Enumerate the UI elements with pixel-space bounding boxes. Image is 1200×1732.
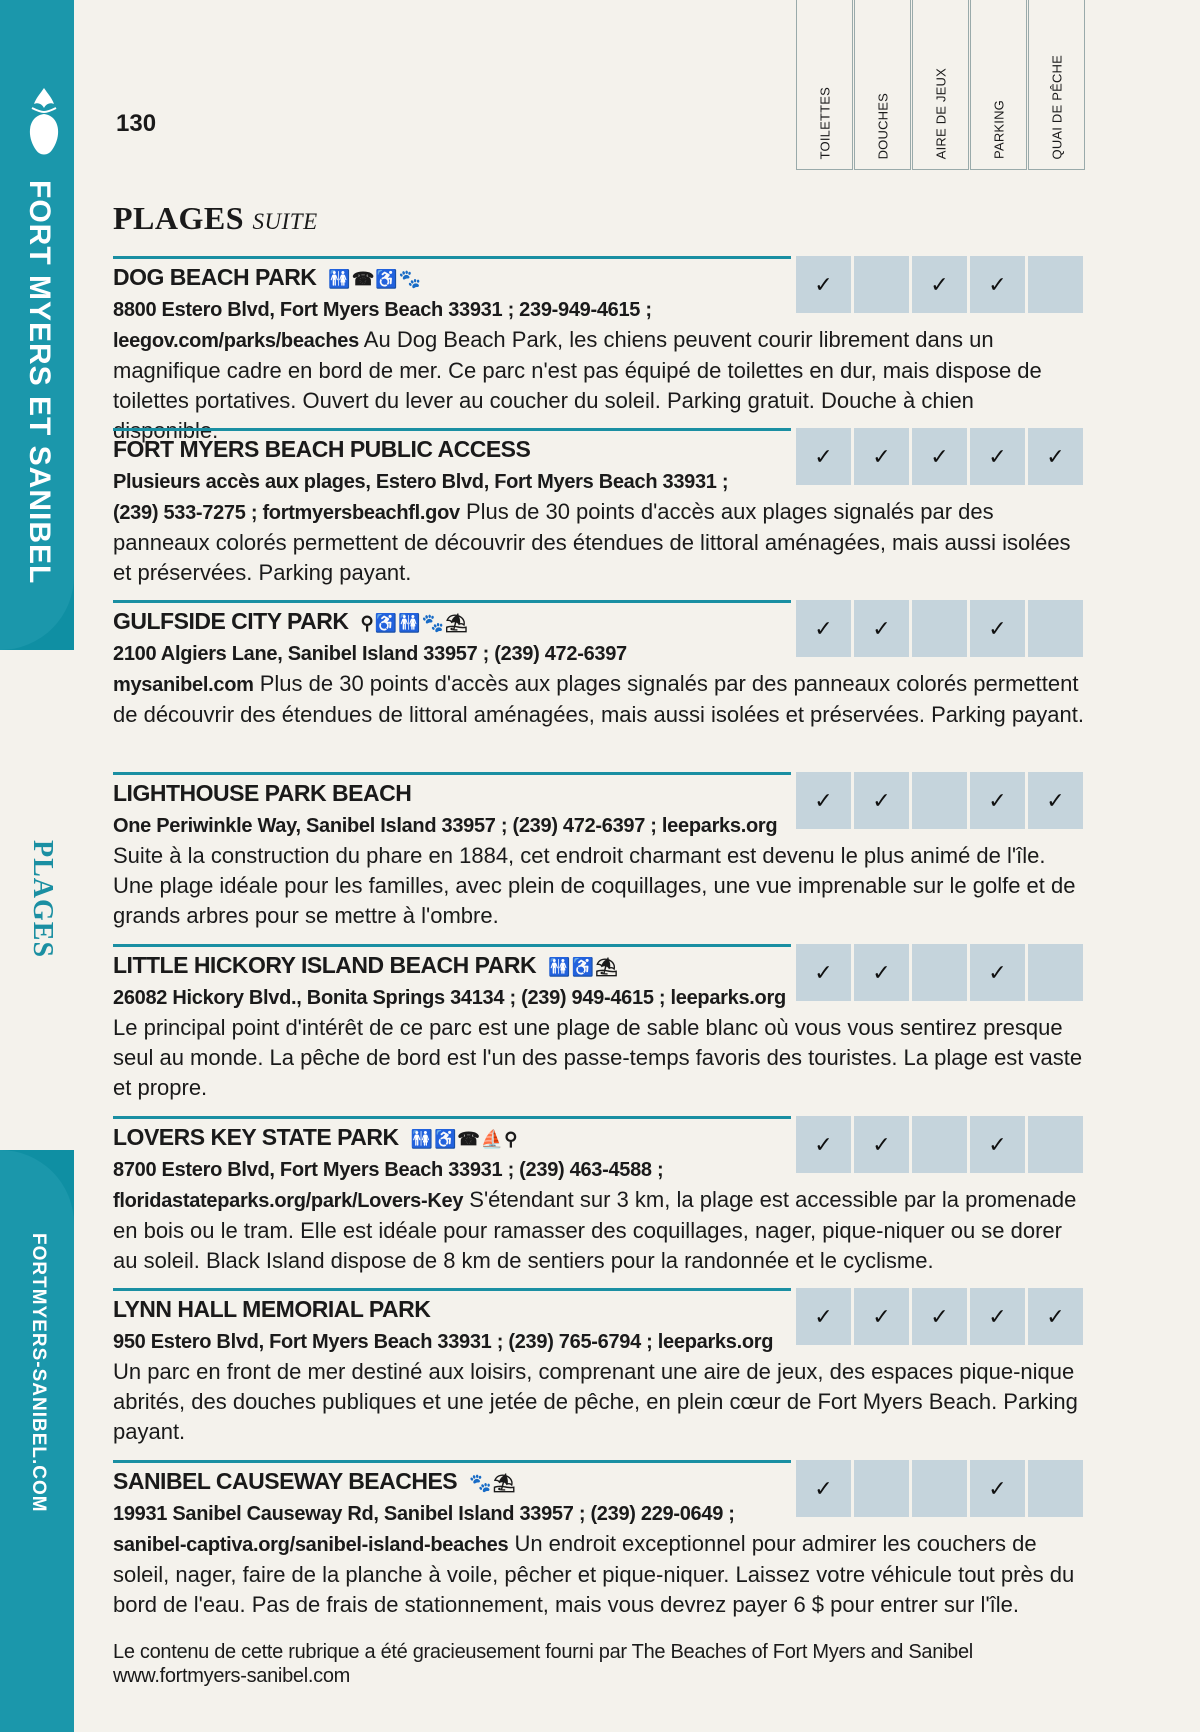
entry-address: 8700 Estero Blvd, Fort Myers Beach 33931 ; (239) 463-4588 ; [113, 1159, 664, 1181]
footer [113, 1640, 973, 1688]
page-title-subtitle: SUITE [252, 209, 318, 234]
entry-divider [113, 1460, 791, 1463]
entry-title [113, 1124, 518, 1151]
check-icon: ✓ [872, 787, 891, 813]
beach-entry [113, 256, 1085, 428]
beach-entry [113, 944, 1085, 1116]
check-icon: ✓ [930, 443, 949, 469]
check-icon: ✓ [988, 615, 1007, 641]
check-icon: ✓ [988, 271, 1007, 297]
check-icon: ✓ [988, 1303, 1007, 1329]
beach-entry [113, 772, 1085, 944]
entry-title [113, 1468, 516, 1495]
entry-body [113, 294, 1085, 446]
check-icon: ✓ [1046, 1303, 1065, 1329]
check-icon: ✓ [988, 443, 1007, 469]
column-headers [796, 0, 1086, 170]
column-header [1028, 0, 1085, 170]
entry-body [113, 810, 1085, 931]
check-icon: ✓ [988, 787, 1007, 813]
check-icon: ✓ [814, 787, 833, 813]
column-header-label: PARKING [991, 100, 1006, 159]
entry-description: Un parc en front de mer destiné aux loisirs, comprenant une aire de jeux, des espaces pique-nique abrités, des douches publiques et une jetée de pêche, en plein cœur de Fort Myers Beach. Parking payant. [113, 1359, 1078, 1444]
check-icon: ✓ [814, 271, 833, 297]
check-icon: ✓ [814, 1131, 833, 1157]
check-icon: ✓ [872, 615, 891, 641]
footer-credit: Le contenu de cette rubrique a été gracieusement fourni par The Beaches of Fort Myers and Sanibel [113, 1641, 973, 1663]
check-icon: ✓ [814, 615, 833, 641]
check-icon: ✓ [872, 443, 891, 469]
entry-description: Suite à la construction du phare en 1884, cet endroit charmant est devenu le plus animé de l'île. Une plage idéale pour les familles, avec plein de coquillages, une vue imprenable sur le golfe et de grands arbres pour se mettre à l'ombre. [113, 843, 1076, 928]
column-header-label: DOUCHES [875, 92, 890, 159]
beach-entry [113, 600, 1085, 772]
column-header-label: QUAI DE PÊCHE [1049, 54, 1064, 159]
shell-logo-icon [22, 84, 66, 158]
column-header [854, 0, 911, 170]
entry-description: Au Dog Beach Park, les chiens peuvent courir librement dans un magnifique cadre en bord de mer. Ce parc n'est pas équipé de toilettes en dur, mais dispose de toilettes portatives. Ouvert du lever au coucher du soleil. Parking gratuit. Douche à chien [113, 327, 1042, 413]
column-header [912, 0, 969, 170]
beach-entry [113, 1460, 1085, 1632]
entry-address: 950 Estero Blvd, Fort Myers Beach 33931 ; (239) 765-6794 ; leeparks.org [113, 1331, 774, 1353]
entry-divider [113, 944, 791, 947]
entry-description: S'étendant sur 3 km, la plage est accessible par la promenade en bois ou le tram. Elle est idéale pour ramasser des coquillages, nager, pique-niquer ou se dorer au soleil. Black Island dispose de 8 km de sentiers pour la randonnée et le cyclisme. [113, 1187, 1077, 1273]
page-number: 130 [116, 110, 157, 137]
column-header [796, 0, 853, 170]
entry-description: Plus de 30 points d'accès aux plages signalés par des panneaux colorés permettent de découvrir des étendues de littoral aménagées, mais aussi isolées et préservées. Parking payant. [113, 499, 1071, 585]
beach-list [113, 256, 1085, 1632]
entry-address: 2100 Algiers Lane, Sanibel Island 33957 ; (239) 472-6397 [113, 643, 627, 665]
column-header-label: TOILETTES [817, 86, 832, 159]
entry-divider [113, 772, 791, 775]
check-icon: ✓ [988, 959, 1007, 985]
amenity-icons: 🚻♿⛱ [548, 957, 619, 977]
entry-name: GULFSIDE CITY PARK [113, 608, 349, 634]
entry-name: LIGHTHOUSE PARK BEACH [113, 780, 412, 806]
entry-title [113, 608, 469, 635]
check-icon: ✓ [1046, 787, 1065, 813]
entry-divider [113, 1288, 791, 1291]
check-icon: ✓ [988, 1475, 1007, 1501]
amenity-icons: 🐾⛱ [469, 1473, 517, 1493]
check-icon: ✓ [814, 959, 833, 985]
footer-url: www.fortmyers-sanibel.com [113, 1665, 351, 1687]
amenity-icons: 🚻♿☎⛵⚲ [410, 1129, 519, 1149]
entry-address: One Periwinkle Way, Sanibel Island 33957 ; (239) 472-6397 ; leeparks.org [113, 815, 778, 837]
check-icon: ✓ [872, 1303, 891, 1329]
page-title-main: PLAGES [113, 200, 245, 236]
entry-address: Plusieurs accès aux plages, Estero Blvd, Fort Myers Beach 33931 ; [113, 471, 729, 493]
check-icon: ✓ [872, 1131, 891, 1157]
check-icon: ✓ [814, 1475, 833, 1501]
sidebar-section-label: PLAGES [27, 840, 58, 959]
entry-website: mysanibel.com [113, 674, 254, 696]
entry-title [113, 1296, 442, 1323]
entry-name: LITTLE HICKORY ISLAND BEACH PARK [113, 952, 537, 978]
entry-name: FORT MYERS BEACH PUBLIC ACCESS [113, 436, 531, 462]
entry-body [113, 1154, 1085, 1276]
beach-entry [113, 1116, 1085, 1288]
sidebar-url: FORTMYERS-SANIBEL.COM [28, 1233, 49, 1513]
check-icon: ✓ [814, 1303, 833, 1329]
entry-address: 19931 Sanibel Causeway Rd, Sanibel Island 33957 ; (239) 229-0649 ; [113, 1503, 735, 1525]
check-icon: ✓ [930, 1303, 949, 1329]
entry-body [113, 982, 1085, 1103]
entry-body [113, 1326, 1085, 1447]
entry-address: 26082 Hickory Blvd., Bonita Springs 34134 ; (239) 949-4615 ; leeparks.org [113, 987, 786, 1009]
entry-name: LOVERS KEY STATE PARK [113, 1124, 399, 1150]
check-icon: ✓ [814, 443, 833, 469]
entry-body [113, 466, 1085, 588]
entry-address: 8800 Estero Blvd, Fort Myers Beach 33931 ; 239-949-4615 ; [113, 299, 652, 321]
entry-description: Plus de 30 points d'accès aux plages signalés par des panneaux colorés permettent de découvrir des étendues de littoral aménagées, mais aussi isolées et préservées. Parking payant. [113, 671, 1084, 727]
entry-description: Le principal point d'intérêt de ce parc est une plage de sable blanc où vous vous sentirez presque seul au monde. La pêche de bord est l'un des passe-temps favoris des touristes. La plage est vaste et propre. [113, 1015, 1083, 1100]
check-icon: ✓ [930, 271, 949, 297]
column-header [970, 0, 1027, 170]
amenity-icons: ⚲♿🚻🐾⛱ [360, 613, 469, 633]
sidebar-brand: FORT MYERS ET SANIBEL [23, 180, 56, 585]
entry-website: sanibel-captiva.org/sanibel-island-beaches [113, 1534, 509, 1556]
check-icon: ✓ [988, 1131, 1007, 1157]
entry-body [113, 1498, 1085, 1620]
entry-divider [113, 1116, 791, 1119]
entry-divider [113, 600, 791, 603]
entry-website: (239) 533-7275 ; fortmyersbeachfl.gov [113, 502, 460, 524]
entry-title [113, 952, 619, 979]
column-header-label: AIRE DE JEUX [933, 67, 948, 159]
beach-entry [113, 428, 1085, 600]
entry-divider [113, 428, 791, 431]
entry-description: Un endroit exceptionnel pour admirer les couchers de soleil, nager, faire de la planche à voile, pêcher et pique-niquer. Laissez votre véhicule tout près du bord de l'eau. Pas de frais de stationnement, mais vous devrez payer 6 $ pour entrer sur l'île. [113, 1531, 1075, 1617]
entry-body [113, 638, 1085, 730]
entry-divider [113, 256, 791, 259]
page-title [113, 200, 318, 237]
check-icon: ✓ [872, 959, 891, 985]
entry-title [113, 436, 542, 463]
entry-title [113, 264, 422, 291]
amenity-icons: 🚻☎♿🐾 [328, 269, 423, 289]
entry-name: SANIBEL CAUSEWAY BEACHES [113, 1468, 458, 1494]
entry-name: LYNN HALL MEMORIAL PARK [113, 1296, 431, 1322]
entry-website: floridastateparks.org/park/Lovers-Key [113, 1190, 464, 1212]
beach-entry [113, 1288, 1085, 1460]
entry-title [113, 780, 423, 807]
entry-name: DOG BEACH PARK [113, 264, 317, 290]
entry-website: leegov.com/parks/beaches [113, 330, 359, 352]
check-icon: ✓ [1046, 443, 1065, 469]
